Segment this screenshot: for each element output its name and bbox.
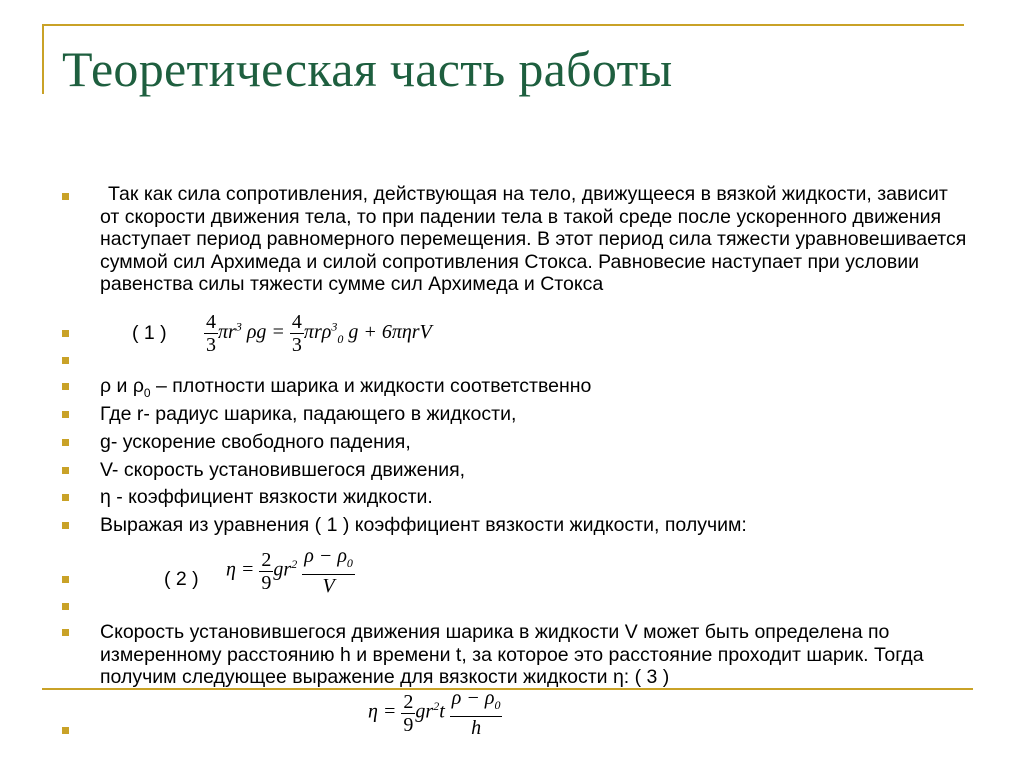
eq2-gr: gr: [273, 558, 292, 581]
eq1-frac-num: 4: [206, 311, 216, 333]
intro-paragraph: Так как сила сопротивления, действующая на тело, движущееся в вязкой жидкости, зависит от скорости движения тела, то при падении тела в такой среде после ускоренного движения наступает период равномерного перемещения. В этот период сила тяжести уравновешивается суммой сил Архимеда и силой сопротивления Стокса. Равновесие наступает при условии равенства силы тяжести сумме сил Архимеда и Стокса: [100, 183, 967, 295]
eq1-exp: 3: [235, 319, 242, 334]
eq2-exp: 2: [291, 556, 298, 571]
rho-suffix: – плотности шарика и жидкости соответственно: [150, 375, 592, 397]
eq3-t: t: [439, 700, 445, 723]
density-definition: [100, 375, 591, 404]
bullet-icon: [62, 330, 69, 337]
eq3-gr: gr: [415, 700, 434, 723]
bullet-icon: [62, 411, 69, 418]
express-line: Выражая из уравнения ( 1 ) коэффициент вязкости жидкости, получим:: [100, 514, 747, 536]
eq1-rho-g: ρg =: [246, 321, 285, 344]
eq2-coef-den: 9: [261, 571, 272, 594]
eq3-coef-num: 2: [403, 690, 414, 713]
bullet-icon: [62, 629, 69, 636]
slide-title: Теоретическая часть работы: [62, 41, 673, 97]
eq2-frac-sub: 0: [346, 556, 353, 570]
equation-1-label: ( 1 ): [132, 322, 167, 344]
eq3-frac-num: ρ − ρ: [451, 687, 495, 709]
eq3-frac-sub: 0: [494, 698, 501, 712]
bullet-icon: [62, 603, 69, 610]
velocity-paragraph: Скорость установившегося движения шарика в жидкости V может быть определена по измеренному расстоянию h и времени t, за которое это расстояние проходит шарик. Тогда получим следующее выражение для вязкости жидкости η: ( 3 ): [100, 621, 924, 688]
eq1-frac2-den: 3: [291, 334, 302, 356]
eq3-frac-den: h: [471, 717, 482, 739]
eq1-pi-r: πr: [218, 321, 236, 344]
frame-top-line: [42, 24, 964, 26]
bullet-icon: [62, 439, 69, 446]
bullet-icon: [62, 357, 69, 364]
equation-2-label: ( 2 ): [164, 568, 199, 590]
eq1-frac-den: 3: [206, 334, 216, 356]
eq2-coef-num: 2: [261, 548, 272, 571]
gravity-definition: g- ускорение свободного падения,: [100, 431, 411, 453]
eq1-exp2: 3: [331, 319, 338, 334]
bullet-icon: [62, 576, 69, 583]
bullet-icon: [62, 383, 69, 390]
eq2-frac-den: V: [322, 575, 335, 597]
eq2-lhs: η =: [226, 558, 255, 581]
eq2-frac-num: ρ − ρ: [304, 545, 347, 567]
velocity-definition: V- скорость установившегося движения,: [100, 459, 466, 481]
bullet-icon: [62, 494, 69, 501]
eq1-rhs: g + 6πηrV: [348, 321, 432, 344]
eq1-frac2-num: 4: [291, 311, 302, 333]
eq3-lhs: η =: [368, 700, 397, 723]
radius-definition: Где r- радиус шарика, падающего в жидкости,: [100, 403, 517, 425]
rho-sub: 0: [143, 385, 151, 400]
rho-prefix: ρ и ρ: [100, 375, 144, 397]
bullet-icon: [62, 522, 69, 529]
frame-left-line: [42, 24, 44, 94]
bullet-icon: [62, 727, 69, 734]
eq1-sub: 0: [337, 332, 344, 347]
eq3-exp: 2: [433, 698, 440, 713]
equation-3: [368, 687, 502, 739]
viscosity-definition: η - коэффициент вязкости жидкости.: [100, 486, 433, 508]
bullet-icon: [62, 193, 69, 200]
equation-1: [204, 311, 432, 356]
equation-2: [226, 545, 355, 597]
eq3-coef-den: 9: [403, 713, 414, 736]
eq1-pi-r-rho: πrρ: [303, 321, 332, 344]
bullet-icon: [62, 467, 69, 474]
